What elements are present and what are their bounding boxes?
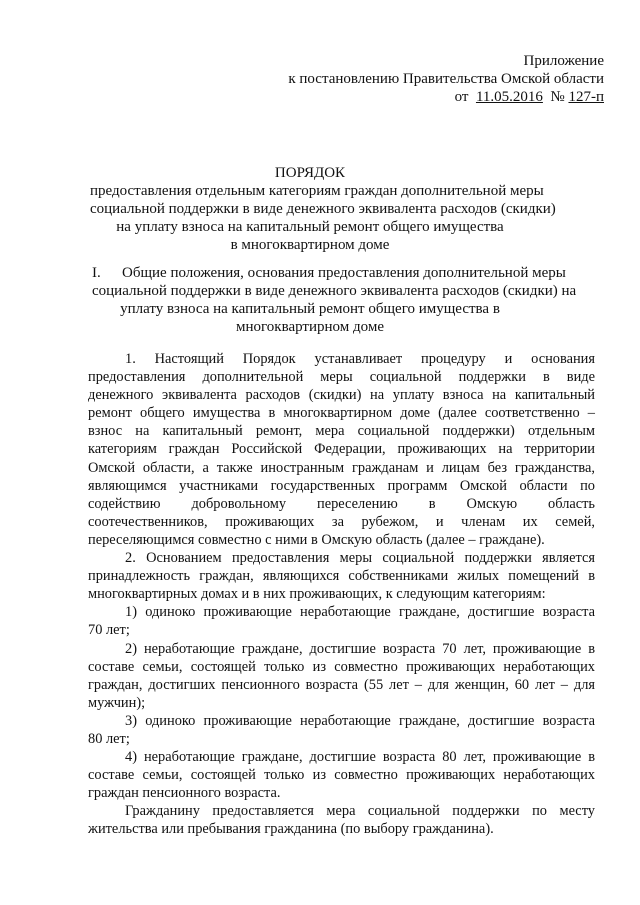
body-row: денежного эквивалента расходов (скидки) на уплату взноса на капитальный bbox=[88, 387, 595, 404]
appendix-number: 127-п bbox=[568, 89, 604, 105]
body-row: принадлежность граждан, являющихся собственниками жилых помещений в bbox=[88, 568, 595, 585]
section-line: уплату взноса на капитальный ремонт общего имущества в bbox=[120, 301, 500, 317]
section-line: социальной поддержки в виде денежного эквивалента расходов (скидки) на bbox=[92, 283, 577, 299]
body-row: взнос на капитальный ремонт, мера социальной поддержки) отдельным bbox=[88, 423, 595, 440]
body-row: Гражданину предоставляется мера социальной поддержки по месту bbox=[125, 803, 595, 820]
appendix-decree: к постановлению Правительства Омской области bbox=[288, 71, 604, 87]
body-row: жительства или пребывания гражданина (по выбору гражданина). bbox=[88, 821, 494, 838]
body-row: являющимся участниками государственных программ Омской области по bbox=[88, 477, 595, 494]
body-row: 1) одиноко проживающие неработающие граждане, достигшие возраста bbox=[125, 604, 595, 621]
body-row: ремонт общего имущества в многоквартирном доме (далее соответственно – bbox=[88, 405, 595, 422]
body-row: мужчин); bbox=[88, 694, 146, 711]
body-row: Омской области, а также иностранным гражданам и лицам без гражданства, bbox=[88, 459, 595, 476]
body-row: 1. Настоящий Порядок устанавливает процедуру и основания bbox=[125, 351, 595, 367]
title-line: в многоквартирном доме bbox=[230, 237, 390, 253]
body-row: 3) одиноко проживающие неработающие граждане, достигшие возраста bbox=[125, 712, 595, 729]
body-row: 70 лет; bbox=[88, 622, 130, 639]
title-line: на уплату взноса на капитальный ремонт общего имущества bbox=[116, 219, 504, 235]
body-row: категориям граждан Российской Федерации, проживающих на территории bbox=[88, 441, 595, 458]
title-line: социальной поддержки в виде денежного эквивалента расходов (скидки) bbox=[90, 201, 556, 217]
appendix-date-line bbox=[288, 88, 604, 106]
body-row: 4) неработающие граждане, достигшие возраста 80 лет, проживающие в bbox=[125, 749, 595, 766]
section-heading bbox=[92, 264, 577, 336]
body-row: составе семьи, состоящей только из совместно проживающих неработающих bbox=[88, 767, 595, 784]
body-row: 2. Основанием предоставления меры социальной поддержки является bbox=[125, 550, 595, 567]
document-title bbox=[90, 164, 556, 254]
body-row: составе семьи, состоящей только из совместно проживающих неработающих bbox=[88, 658, 595, 675]
body-row: переселяющимся совместно с ними в Омскую область (далее – граждане). bbox=[88, 531, 545, 548]
section-line: многоквартирном доме bbox=[236, 319, 384, 335]
body-row: 80 лет; bbox=[88, 730, 130, 747]
body-row: многоквартирных домах и в них проживающих, к следующим категориям: bbox=[88, 586, 546, 603]
body-row: содействию добровольному переселению в Омскую область bbox=[88, 495, 595, 512]
appendix-date-prefix: от bbox=[454, 89, 469, 105]
section-number: I. bbox=[92, 265, 101, 281]
appendix-date: 11.05.2016 bbox=[475, 89, 543, 105]
body-row: предоставления дополнительной меры социальной поддержки в виде bbox=[88, 369, 595, 386]
appendix-block bbox=[288, 52, 604, 106]
title-heading: ПОРЯДОК bbox=[274, 165, 346, 181]
section-line: Общие положения, основания предоставления дополнительной меры bbox=[122, 265, 566, 281]
body-row: соотечественников, проживающих за рубежом, и членам их семей, bbox=[88, 513, 595, 530]
body-row: 2) неработающие граждане, достигшие возраста 70 лет, проживающие в bbox=[125, 640, 595, 657]
appendix-number-label: № bbox=[550, 89, 565, 105]
body-row: граждан пенсионного возраста. bbox=[88, 785, 281, 802]
body-text bbox=[88, 350, 595, 839]
appendix-label: Приложение bbox=[523, 53, 604, 69]
title-line: предоставления отдельным категориям граждан дополнительной меры bbox=[90, 183, 544, 199]
body-row: граждан, достигших пенсионного возраста (55 лет – для женщин, 60 лет – для bbox=[88, 676, 595, 693]
